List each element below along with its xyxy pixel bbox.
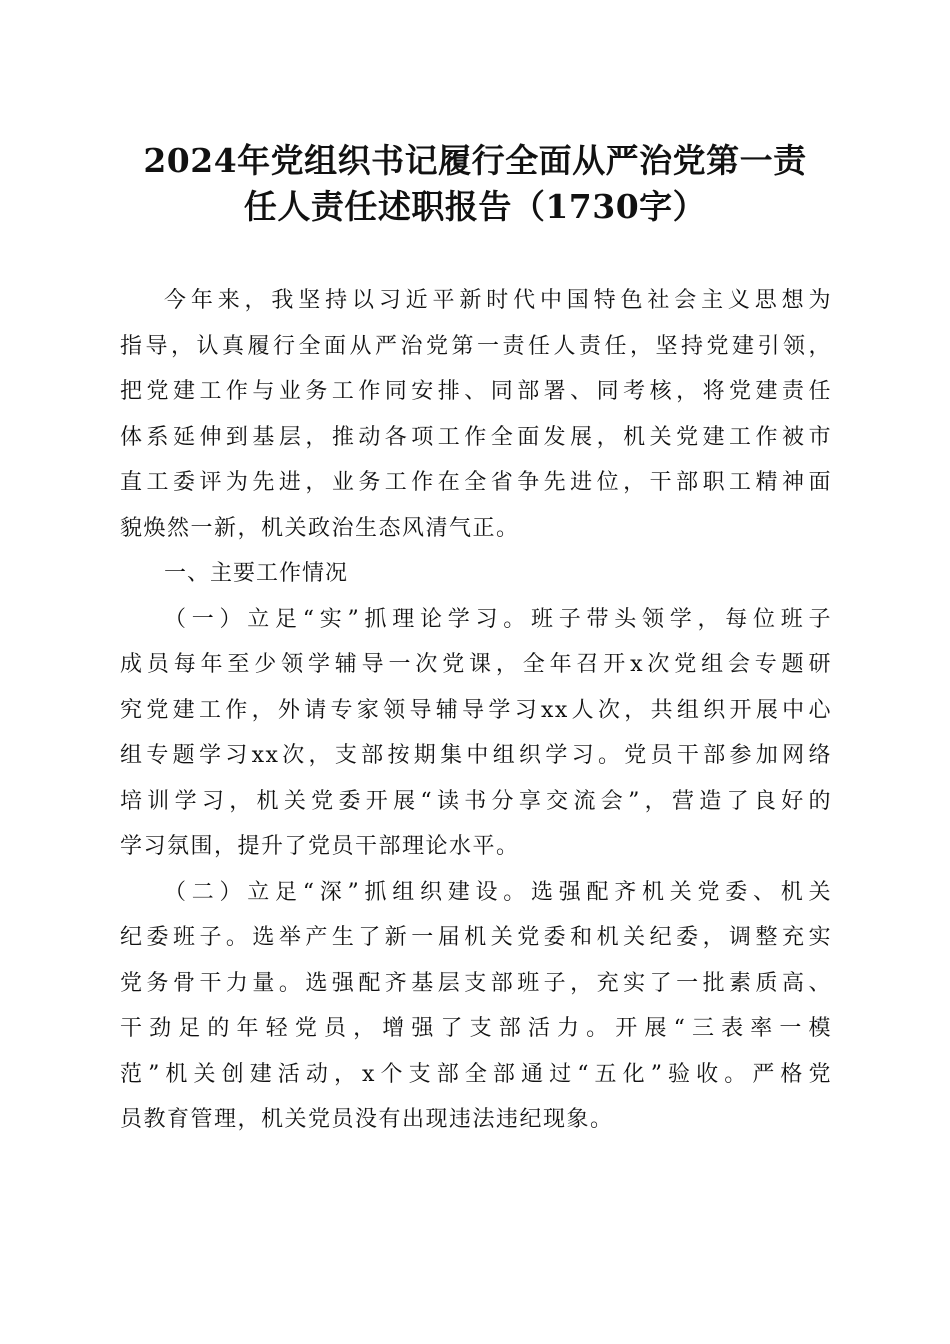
paragraph-line: 纪委班子。选举产生了新一届机关党委和机关纪委，调整充实 — [120, 925, 832, 950]
section-heading-text: 一、主要工作情况 — [164, 561, 349, 586]
paragraph-line: 貌焕然一新，机关政治生态风清气正。 — [120, 515, 520, 541]
document-title — [100, 138, 850, 230]
paragraph-line: 范”机关创建活动，x个支部全部通过“五化”验收。严格党 — [120, 1061, 832, 1087]
paragraph-organization-building — [120, 870, 832, 1143]
paragraph-line: （一）立足“实”抓理论学习。班子带头领学，每位班子 — [164, 606, 832, 632]
paragraph-intro — [120, 278, 832, 551]
paragraph-line: 把党建工作与业务工作同安排、同部署、同考核，将党建责任 — [120, 379, 832, 404]
section-heading — [120, 551, 832, 597]
paragraph-line: 今年来，我坚持以习近平新时代中国特色社会主义思想为 — [164, 288, 832, 313]
paragraph-line: 指导，认真履行全面从严治党第一责任人责任，坚持党建引领， — [120, 333, 832, 359]
paragraph-theory-study — [120, 597, 832, 870]
paragraph-line: 组专题学习xx次，支部按期集中组织学习。党员干部参加网络 — [120, 743, 832, 768]
paragraph-line: 干劲足的年轻党员，增强了支部活力。开展“三表率一模 — [120, 1016, 832, 1041]
title-line: 2024年党组织书记履行全面从严治党第一责 — [143, 141, 807, 180]
paragraph-line: 培训学习，机关党委开展“读书分享交流会”，营造了良好的 — [120, 788, 832, 814]
document-body — [120, 278, 832, 1143]
paragraph-line: 究党建工作，外请专家领导辅导学习xx人次，共组织开展中心 — [120, 697, 832, 723]
paragraph-line: 学习氛围，提升了党员干部理论水平。 — [120, 834, 520, 859]
paragraph-line: 成员每年至少领学辅导一次党课，全年召开x次党组会专题研 — [120, 652, 832, 677]
paragraph-line: （二）立足“深”抓组织建设。选强配齐机关党委、机关 — [164, 879, 832, 905]
paragraph-line: 直工委评为先进，业务工作在全省争先进位，干部职工精神面 — [120, 470, 832, 495]
title-line: 任人责任述职报告（1730字） — [243, 187, 707, 226]
paragraph-line: 体系延伸到基层，推动各项工作全面发展，机关党建工作被市 — [120, 424, 832, 450]
paragraph-line: 员教育管理，机关党员没有出现违法违纪现象。 — [120, 1107, 614, 1132]
paragraph-line: 党务骨干力量。选强配齐基层支部班子，充实了一批素质高、 — [120, 970, 832, 996]
